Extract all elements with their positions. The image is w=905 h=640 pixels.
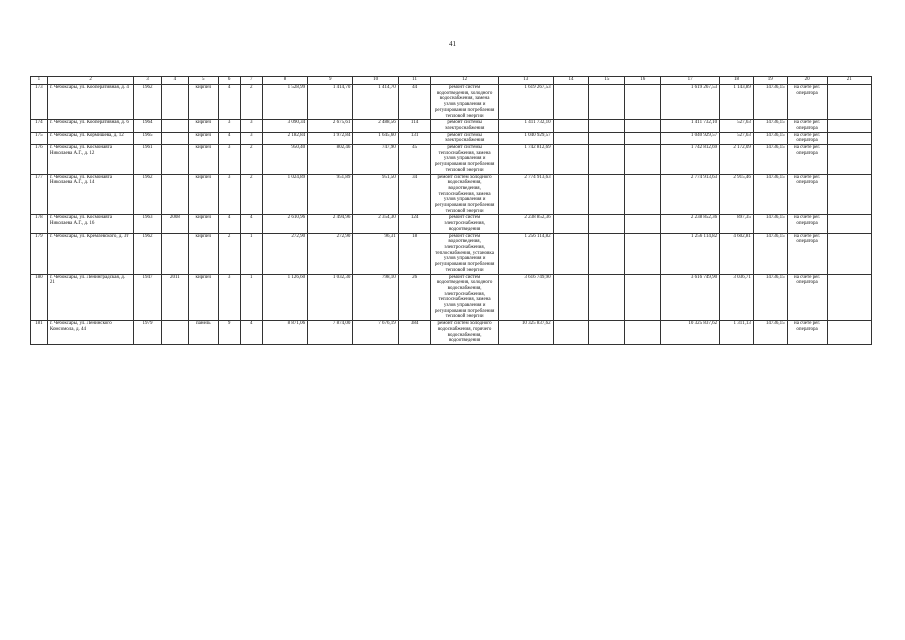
cell-c14: [553, 233, 589, 274]
cell-cost-fund: 1 619 267,53: [661, 85, 720, 120]
cell-c16: [625, 274, 661, 321]
cell-n: 178: [31, 215, 48, 233]
cell-address: г. Чебоксары, ул. Кооперативная, д. 6: [47, 120, 133, 132]
cell-area-res: 747,90: [353, 145, 398, 175]
cell-area-res: 1 645,60: [353, 132, 398, 144]
cell-year: 1962: [134, 233, 161, 274]
cell-area-living: 951,89: [308, 174, 353, 215]
cell-n: 176: [31, 145, 48, 175]
cell-c16: [625, 145, 661, 175]
cell-area-res: 96,31: [353, 233, 398, 274]
cell-area-living: 2 494,96: [308, 215, 353, 233]
cell-floors: 3: [218, 274, 240, 321]
cell-n: 179: [31, 233, 48, 274]
cell-area-living: 802,46: [308, 145, 353, 175]
cell-c21: [827, 321, 871, 345]
cell-floors: 4: [218, 215, 240, 233]
table-row: [31, 132, 872, 144]
cell-works: ремонт систем электроснабжения, водоотведения: [431, 215, 498, 233]
cell-c15: [589, 132, 625, 144]
cell-year2: [161, 233, 188, 274]
cell-cost-total: 1 742 812,69: [498, 145, 553, 175]
cell-entrances: 4: [240, 215, 262, 233]
cell-limit: 14736,15: [753, 120, 787, 132]
cell-n: 177: [31, 174, 48, 215]
cell-year2: [161, 174, 188, 215]
cell-cost-total: 3 616 749,90: [498, 274, 553, 321]
cell-cost-per-m2: 3 036,71: [720, 274, 754, 321]
cell-c15: [589, 120, 625, 132]
column-number-cell: 17: [661, 77, 720, 85]
cell-n: 173: [31, 85, 48, 120]
cell-year2: [161, 85, 188, 120]
cell-limit: 14736,15: [753, 174, 787, 215]
cell-cost-per-m2: 897,35: [720, 215, 754, 233]
cell-cost-per-m2: 4 602,81: [720, 233, 754, 274]
cell-method: на счете рег. оператора: [787, 85, 827, 120]
cell-entrances: 3: [240, 120, 262, 132]
cell-entrances: 1: [240, 233, 262, 274]
cell-cost-fund: 1 411 732,10: [661, 120, 720, 132]
column-number-cell: 7: [240, 77, 262, 85]
cell-c16: [625, 215, 661, 233]
cell-material: кирпич: [189, 274, 219, 321]
cell-c14: [553, 85, 589, 120]
cell-entrances: 2: [240, 85, 262, 120]
cell-c15: [589, 85, 625, 120]
cell-method: на счете рег. оператора: [787, 233, 827, 274]
cell-cost-per-m2: 1 311,13: [720, 321, 754, 345]
column-number-cell: 5: [189, 77, 219, 85]
cell-cost-per-m2: 2 172,09: [720, 145, 754, 175]
cell-year: 1961: [134, 145, 161, 175]
cell-cost-total: 10 325 837,62: [498, 321, 553, 345]
column-number-row: [31, 77, 872, 85]
cell-year2: [161, 321, 188, 345]
cell-address: г. Чебоксары, ул. Космонавта Николаева А.Г., д. 12: [47, 145, 133, 175]
cell-area-total: 272,90: [262, 233, 307, 274]
cell-cost-fund: 2 238 852,36: [661, 215, 720, 233]
page-number: 41: [449, 40, 456, 48]
cell-c21: [827, 174, 871, 215]
table-row: [31, 85, 872, 120]
cell-address: г. Чебоксары, ул. Космонавта Николаева А.Г., д. 14: [47, 174, 133, 215]
column-number-cell: 4: [161, 77, 188, 85]
cell-area-total: 1 528,99: [262, 85, 307, 120]
cell-method: на счете рег. оператора: [787, 174, 827, 215]
cell-year2: 2008: [161, 215, 188, 233]
cell-limit: 14736,15: [753, 132, 787, 144]
cell-area-res: 951,50: [353, 174, 398, 215]
cell-area-total: 1 024,89: [262, 174, 307, 215]
column-number-cell: 18: [720, 77, 754, 85]
cell-area-living: 1 032,30: [308, 274, 353, 321]
column-number-cell: 19: [753, 77, 787, 85]
cell-limit: 14736,15: [753, 274, 787, 321]
cell-c14: [553, 120, 589, 132]
cell-works: ремонт системы электроснабжения: [431, 132, 498, 144]
cell-c15: [589, 215, 625, 233]
cell-residents: 18: [398, 233, 431, 274]
cell-works: ремонт систем холодного водоснабжения, горячего водоснабжения, водоотведения: [431, 321, 498, 345]
cell-c21: [827, 85, 871, 120]
cell-cost-total: 1 619 267,53: [498, 85, 553, 120]
cell-works: ремонт систем холодного водоснабжения, водоотведения, теплоснабжения, замена узлов управления и регулирования потребления тепловой энергии: [431, 174, 498, 215]
cell-area-res: 7 676,19: [353, 321, 398, 345]
cell-method: на счете рег. оператора: [787, 120, 827, 132]
cell-c15: [589, 274, 625, 321]
cell-year2: 2011: [161, 274, 188, 321]
cell-cost-fund: 2 774 913,63: [661, 174, 720, 215]
cell-c21: [827, 132, 871, 144]
cell-address: г. Чебоксары, ул. Космонавта Николаева А.Г., д. 16: [47, 215, 133, 233]
cell-floors: 2: [218, 233, 240, 274]
cell-floors: 9: [218, 321, 240, 345]
cell-area-living: 7 874,00: [308, 321, 353, 345]
cell-residents: 26: [398, 274, 431, 321]
table-row: [31, 321, 872, 345]
cell-residents: 34: [398, 174, 431, 215]
column-number-cell: 10: [353, 77, 398, 85]
cell-cost-per-m2: 2 915,46: [720, 174, 754, 215]
cell-entrances: 2: [240, 174, 262, 215]
cell-n: 181: [31, 321, 48, 345]
cell-works: ремонт системы электроснабжения: [431, 120, 498, 132]
cell-cost-per-m2: 1 143,89: [720, 85, 754, 120]
table-row: [31, 274, 872, 321]
cell-limit: 14736,15: [753, 233, 787, 274]
cell-floors: 3: [218, 145, 240, 175]
cell-year2: [161, 120, 188, 132]
cell-n: 174: [31, 120, 48, 132]
table-row: [31, 145, 872, 175]
cell-area-total: 8 871,06: [262, 321, 307, 345]
cell-cost-total: 1 256 114,82: [498, 233, 553, 274]
cell-address: г. Чебоксары, ул. Ленинского Комсомола, д. 44: [47, 321, 133, 345]
cell-limit: 14736,15: [753, 321, 787, 345]
cell-area-res: 2 488,56: [353, 120, 398, 132]
cell-c16: [625, 321, 661, 345]
cell-limit: 14736,15: [753, 85, 787, 120]
cell-cost-total: 2 238 852,36: [498, 215, 553, 233]
capital-repair-table: [30, 76, 872, 345]
cell-works: ремонт систем водоотведения, электроснабжения, теплоснабжения, установка узлов управления и регулирования потребления тепловой энергии: [431, 233, 498, 274]
column-number-cell: 8: [262, 77, 307, 85]
cell-c21: [827, 120, 871, 132]
cell-material: кирпич: [189, 233, 219, 274]
cell-c16: [625, 174, 661, 215]
column-number-cell: 1: [31, 77, 48, 85]
cell-area-living: 1 972,84: [308, 132, 353, 144]
cell-n: 180: [31, 274, 48, 321]
cell-c15: [589, 233, 625, 274]
cell-method: на счете рег. оператора: [787, 132, 827, 144]
cell-limit: 14736,15: [753, 145, 787, 175]
cell-year2: [161, 145, 188, 175]
cell-c15: [589, 321, 625, 345]
cell-method: на счете рег. оператора: [787, 145, 827, 175]
cell-method: на счете рег. оператора: [787, 215, 827, 233]
table-row: [31, 120, 872, 132]
cell-c14: [553, 215, 589, 233]
cell-limit: 14736,15: [753, 215, 787, 233]
cell-address: г. Чебоксары, ул. Кооперативная, д. 4: [47, 85, 133, 120]
cell-year2: [161, 132, 188, 144]
cell-floors: 3: [218, 120, 240, 132]
cell-year: 1962: [134, 85, 161, 120]
cell-cost-per-m2: 527,63: [720, 132, 754, 144]
cell-c21: [827, 233, 871, 274]
cell-residents: 45: [398, 145, 431, 175]
cell-cost-fund: 1 256 114,82: [661, 233, 720, 274]
cell-residents: 124: [398, 215, 431, 233]
cell-residents: 44: [398, 85, 431, 120]
cell-cost-per-m2: 527,63: [720, 120, 754, 132]
cell-c21: [827, 274, 871, 321]
cell-address: г. Чебоксары, ул. Ленинградская, д. 21: [47, 274, 133, 321]
cell-material: кирпич: [189, 145, 219, 175]
column-number-cell: 6: [218, 77, 240, 85]
cell-material: кирпич: [189, 132, 219, 144]
table-row: [31, 174, 872, 215]
cell-area-total: 950,40: [262, 145, 307, 175]
cell-cost-fund: 1 742 812,69: [661, 145, 720, 175]
cell-c16: [625, 120, 661, 132]
cell-area-total: 2 610,96: [262, 215, 307, 233]
cell-residents: 384: [398, 321, 431, 345]
cell-method: на счете рег. оператора: [787, 321, 827, 345]
column-number-cell: 15: [589, 77, 625, 85]
cell-c21: [827, 145, 871, 175]
cell-c15: [589, 174, 625, 215]
cell-method: на счете рег. оператора: [787, 274, 827, 321]
cell-year: 1947: [134, 274, 161, 321]
cell-entrances: 4: [240, 321, 262, 345]
cell-c16: [625, 233, 661, 274]
column-number-cell: 9: [308, 77, 353, 85]
cell-entrances: 1: [240, 274, 262, 321]
cell-area-living: 2 675,61: [308, 120, 353, 132]
cell-cost-total: 2 774 913,63: [498, 174, 553, 215]
column-number-cell: 14: [553, 77, 589, 85]
cell-area-living: 272,90: [308, 233, 353, 274]
column-number-cell: 11: [398, 77, 431, 85]
table-row: [31, 233, 872, 274]
cell-material: кирпич: [189, 215, 219, 233]
column-number-cell: 20: [787, 77, 827, 85]
cell-address: г. Чебоксары, ул. Кремлевского, д. 3т: [47, 233, 133, 274]
cell-c14: [553, 174, 589, 215]
cell-cost-fund: 10 325 837,62: [661, 321, 720, 345]
cell-cost-fund: 1 040 929,57: [661, 132, 720, 144]
cell-address: г. Чебоксары, ул. Кормишева, д. 12: [47, 132, 133, 144]
cell-entrances: 2: [240, 145, 262, 175]
cell-area-total: 1 126,60: [262, 274, 307, 321]
cell-c21: [827, 215, 871, 233]
cell-c15: [589, 145, 625, 175]
cell-year: 1963: [134, 215, 161, 233]
cell-year: 1979: [134, 321, 161, 345]
cell-floors: 4: [218, 85, 240, 120]
cell-c14: [553, 145, 589, 175]
cell-area-total: 2 182,84: [262, 132, 307, 144]
cell-works: ремонт системы теплоснабжения, замена узлов управления и регулирования потребления тепловой энергии: [431, 145, 498, 175]
column-number-cell: 13: [498, 77, 553, 85]
cell-material: кирпич: [189, 120, 219, 132]
cell-c14: [553, 321, 589, 345]
cell-residents: 131: [398, 132, 431, 144]
cell-floors: 4: [218, 132, 240, 144]
cell-works: ремонт систем водоотведения, холодного водоснабжения, электроснабжения, теплоснабжения, замена узлов управления и регулирования потребления тепловой энергии: [431, 274, 498, 321]
column-number-cell: 12: [431, 77, 498, 85]
cell-floors: 3: [218, 174, 240, 215]
cell-cost-fund: 3 616 749,90: [661, 274, 720, 321]
cell-area-living: 1 414,70: [308, 85, 353, 120]
cell-entrances: 3: [240, 132, 262, 144]
column-number-cell: 2: [47, 77, 133, 85]
table-row: [31, 215, 872, 233]
column-number-cell: 3: [134, 77, 161, 85]
cell-c16: [625, 132, 661, 144]
cell-year: 1962: [134, 174, 161, 215]
cell-cost-total: 1 040 929,57: [498, 132, 553, 144]
column-number-cell: 16: [625, 77, 661, 85]
cell-c14: [553, 274, 589, 321]
cell-cost-total: 1 411 732,10: [498, 120, 553, 132]
cell-c16: [625, 85, 661, 120]
cell-material: кирпич: [189, 174, 219, 215]
column-number-cell: 21: [827, 77, 871, 85]
cell-n: 175: [31, 132, 48, 144]
cell-year: 1965: [134, 132, 161, 144]
cell-material: панель: [189, 321, 219, 345]
cell-residents: 114: [398, 120, 431, 132]
cell-area-res: 2 354,30: [353, 215, 398, 233]
cell-c14: [553, 132, 589, 144]
cell-area-total: 3 090,34: [262, 120, 307, 132]
cell-works: ремонт систем водоотведения, холодного водоснабжения, замена узлов управления и регулирования потребления тепловой энергии: [431, 85, 498, 120]
cell-material: кирпич: [189, 85, 219, 120]
cell-area-res: 798,10: [353, 274, 398, 321]
cell-year: 1964: [134, 120, 161, 132]
cell-area-res: 1 414,70: [353, 85, 398, 120]
